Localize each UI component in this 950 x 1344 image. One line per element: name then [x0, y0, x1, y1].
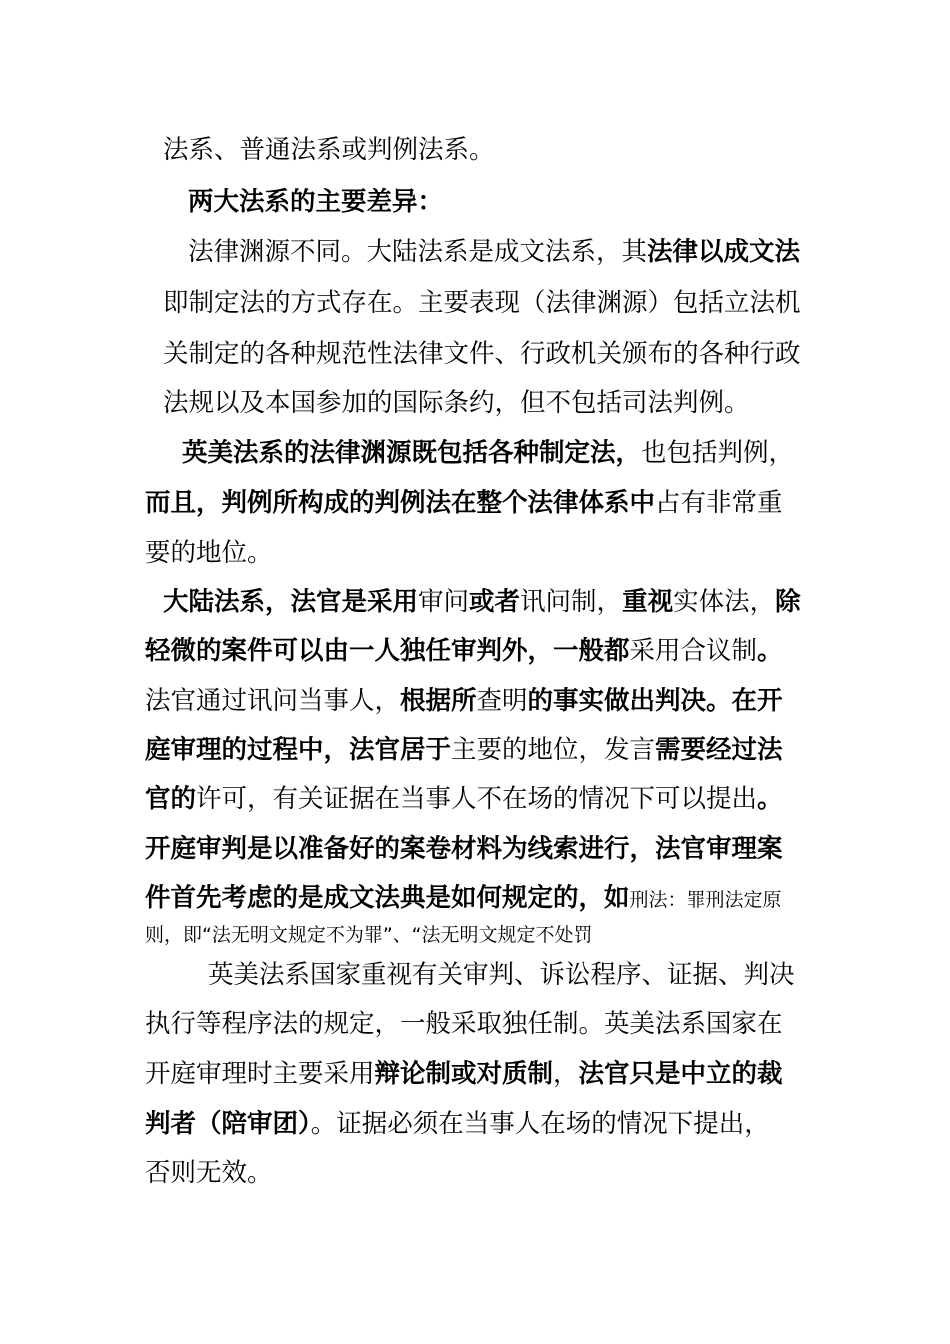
para3-line1 [163, 585, 801, 619]
para2-text: 要的地位。 [145, 538, 273, 568]
intro-text: 法系、普通法系或判例法系。 [163, 135, 495, 165]
para4-bold-text: 法官只是中立的裁 [578, 1059, 783, 1089]
intro-line [163, 133, 495, 167]
para3-bold-text: 大陆法系，法官是采用 [163, 587, 419, 617]
para2-line2 [145, 486, 783, 520]
para3-bold-text: 。 [757, 636, 783, 666]
para3-line8 [145, 922, 593, 948]
para3-text: 实体法， [673, 587, 776, 617]
para2-line1 [182, 436, 794, 470]
para1-line2 [163, 286, 801, 320]
para3-text: 审问 [418, 587, 470, 617]
para4-text: 开庭审理时主要采用 [145, 1059, 375, 1089]
para3-text: 查明 [476, 686, 528, 716]
para4-text: 执行等程序法的规定，一般采取独任制。英美法系国家在 [145, 1009, 783, 1039]
para4-bold-text: 辩论制或对质制 [374, 1059, 554, 1089]
para4-text: 英美法系国家重视有关审判、诉讼程序、证据、判决 [208, 960, 795, 990]
para3-bold-text: 。 [757, 784, 783, 814]
para3-line2 [145, 634, 783, 668]
para3-small-text: 刑法：罪刑法定原 [629, 889, 782, 911]
para1-line4 [163, 386, 750, 420]
para3-text: 主要的地位，发言 [451, 735, 656, 765]
para3-text: 采用合议制 [629, 636, 758, 666]
para3-text: 讯问制， [520, 587, 623, 617]
para4-line3 [145, 1057, 783, 1091]
para3-bold-text: 的事实做出判决。在开 [527, 686, 783, 716]
para2-bold-text: 英美法系的法律渊源既包括各种制定法， [182, 438, 642, 468]
para4-line1 [208, 958, 795, 992]
para3-bold-text: 需要经过法 [655, 735, 783, 765]
para3-bold-text: 官的 [145, 784, 197, 814]
para4-text: 。证据必须在当事人在场的情况下提出， [310, 1109, 770, 1139]
para4-line4 [145, 1107, 770, 1141]
para2-text: 占有非常重 [655, 488, 783, 518]
para3-bold-text: 重视 [622, 587, 674, 617]
para2-bold-text: 而且，判例所构成的判例法在整个法律体系中 [145, 488, 656, 518]
para1-text: 即制定法的方式存在。主要表现（法律渊源）包括立法机 [163, 288, 801, 318]
para3-line4 [145, 733, 783, 767]
para1-line3 [163, 337, 801, 371]
para1-bold-text: 法律以成文法 [647, 237, 801, 267]
para1-text: 法律渊源不同。大陆法系是成文法系，其 [188, 237, 648, 267]
para2-line3 [145, 536, 273, 570]
para3-text: 许可，有关证据在当事人不在场的情况下可以提出 [196, 784, 758, 814]
para4-line5 [145, 1156, 273, 1190]
para4-line2 [145, 1007, 783, 1041]
section-heading [188, 185, 443, 219]
para4-text: 否则无效。 [145, 1158, 273, 1188]
para3-bold-text: 除 [775, 587, 801, 617]
para3-bold-text: 庭审理的过程中，法官居于 [145, 735, 452, 765]
para3-bold-text: 或者 [469, 587, 521, 617]
heading-text: 两大法系的主要差异： [188, 187, 444, 217]
para4-bold-text: 判者（陪审团） [145, 1109, 311, 1139]
para1-line1 [188, 235, 800, 269]
para3-small-text: 则，即“法无明文规定不为罪”、“法无明文规定不处罚 [145, 924, 593, 946]
para3-bold-text: 件首先考虑的是成文法典是如何规定的，如 [145, 883, 630, 913]
para4-text: ， [553, 1059, 579, 1089]
para3-bold-text: 开庭审判是以准备好的案卷材料为线索进行，法官审理案 [145, 834, 783, 864]
para3-line7 [145, 881, 782, 917]
para1-text: 关制定的各种规范性法律文件、行政机关颁布的各种行政 [163, 339, 801, 369]
para3-line6 [145, 832, 783, 866]
para3-bold-text: 轻微的案件可以由一人独任审判外，一般都 [145, 636, 630, 666]
para1-text: 法规以及本国参加的国际条约，但不包括司法判例。 [163, 388, 750, 418]
para3-line5 [145, 782, 783, 816]
para3-text: 法官通过讯问当事人， [145, 686, 401, 716]
para3-bold-text: 根据所 [400, 686, 477, 716]
para3-line3 [145, 684, 783, 718]
para2-text: 也包括判例， [641, 438, 795, 468]
